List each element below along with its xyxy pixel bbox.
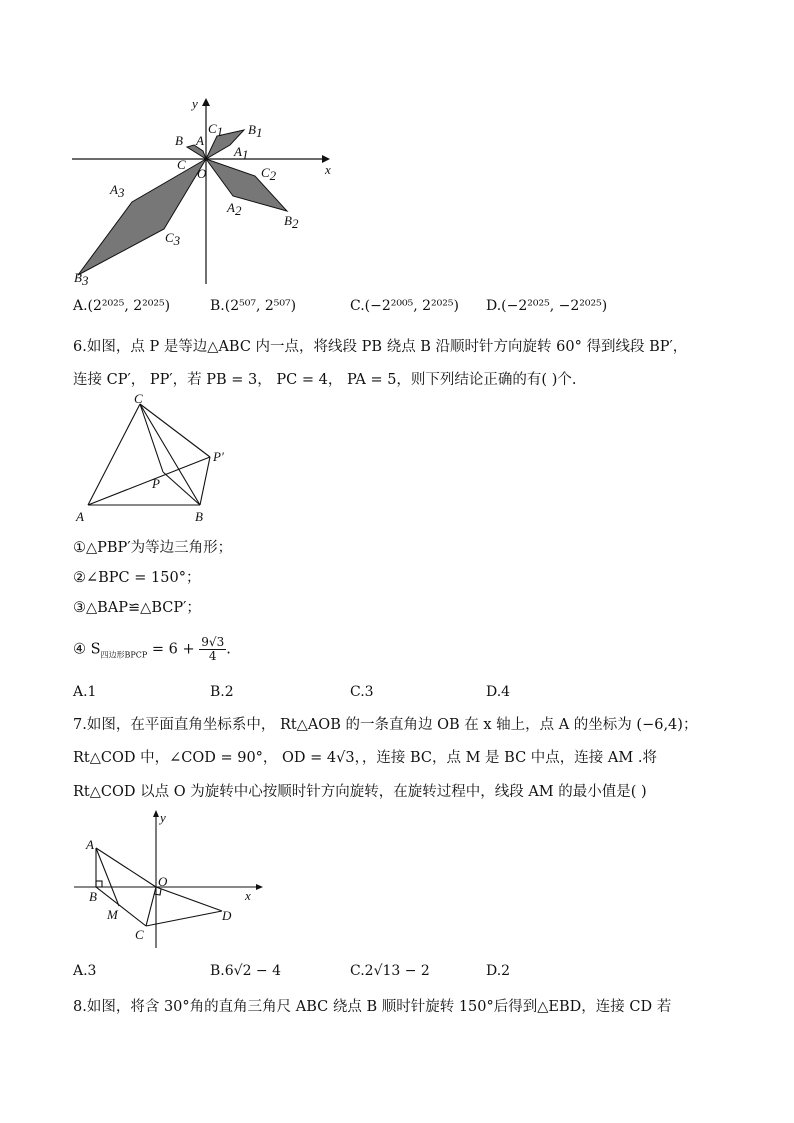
parallelogram-OA2B2C2 xyxy=(206,159,287,211)
q6-option-d[interactable]: D.4 xyxy=(486,684,511,700)
label-A: A xyxy=(86,837,94,852)
label-B: B xyxy=(195,509,203,524)
label-A1: A1 xyxy=(234,144,249,162)
label-O: O xyxy=(197,166,207,181)
label-y: y xyxy=(160,810,166,825)
label-C3: C3 xyxy=(165,230,181,248)
label-y: y xyxy=(192,96,198,111)
label-x: x xyxy=(325,162,331,177)
q6-figure xyxy=(70,390,240,530)
q7-option-b[interactable]: B.6√2 − 4 xyxy=(210,963,282,979)
label-x: x xyxy=(245,888,251,903)
q5-option-c[interactable]: C.(−2²⁰⁰⁵, 2²⁰²⁵) xyxy=(350,298,459,314)
q6-stem-line2: 连接 CP′， PP′，若 PB = 3， PC = 4， PA = 5，则下列结论正确的有( )个. xyxy=(73,372,577,388)
q7-option-c[interactable]: C.2√13 − 2 xyxy=(350,963,430,979)
q7-figure xyxy=(70,808,270,953)
label-B2: B2 xyxy=(284,213,299,231)
q5-option-d[interactable]: D.(−2²⁰²⁵, −2²⁰²⁵) xyxy=(486,298,608,314)
q6-statement-1: ①△PBP′为等边三角形； xyxy=(73,540,233,556)
label-C1: C1 xyxy=(208,121,224,139)
q7-stem-line1: 7.如图，在平面直角坐标系中， Rt△AOB 的一条直角边 OB 在 x 轴上，点 A 的坐标为 (−6,4)； xyxy=(73,717,698,733)
label-A: A xyxy=(76,509,84,524)
label-D: D xyxy=(222,908,232,923)
y-axis-arrow xyxy=(202,98,210,106)
q5-option-a[interactable]: A.(2²⁰²⁵, 2²⁰²⁵) xyxy=(73,298,171,314)
label-C: C xyxy=(135,927,144,942)
label-M: M xyxy=(107,907,118,922)
parallelogram-OA3B3C3 xyxy=(78,159,206,275)
q7-stem-line2: Rt△COD 中，∠COD = 90°， OD = 4√3，，连接 BC，点 M 是 BC 中点，连接 AM .将 xyxy=(73,750,657,766)
label-B: B xyxy=(89,889,97,904)
q6-option-c[interactable]: C.3 xyxy=(350,684,374,700)
label-C: C xyxy=(177,157,186,172)
q6-statement-4: ④ $S_{四边形BPCP} = 6$ + $\frac{9√3}{4}$ . xyxy=(73,635,231,663)
q6-stem-line1: 6.如图，点 P 是等边△ABC 内一点，将线段 PB 绕点 B 沿顺时针方向旋转 60° 得到线段 BP′， xyxy=(73,339,688,355)
label-A2: A2 xyxy=(227,200,242,218)
q6-option-b[interactable]: B.2 xyxy=(210,684,234,700)
label-C: C xyxy=(134,391,143,406)
q7-option-d[interactable]: D.2 xyxy=(486,963,511,979)
q6-fraction: $\frac{9√3}{4}$ xyxy=(201,635,225,663)
q6-option-a[interactable]: A.1 xyxy=(73,684,97,700)
label-B: B xyxy=(175,133,183,148)
label-B1: B1 xyxy=(248,122,263,140)
label-C2: C2 xyxy=(261,165,277,183)
label-A3: A3 xyxy=(110,182,125,200)
label-O: O xyxy=(158,874,168,889)
label-A: A xyxy=(196,133,204,148)
q7-stem-line3: Rt△COD 以点 O 为旋转中心按顺时针方向旋转，在旋转过程中，线段 AM 的最小值是( ) xyxy=(73,784,647,800)
label-P-prime: P′ xyxy=(213,449,224,464)
label-P: P xyxy=(152,476,160,491)
q8-stem-line1: 8.如图，将含 30°角的直角三角尺 ABC 绕点 B 顺时针旋转 150°后得到△EBD，连接 CD 若 xyxy=(73,999,672,1015)
q5-option-b[interactable]: B.(2⁵⁰⁷, 2⁵⁰⁷) xyxy=(210,298,297,314)
q5-figure xyxy=(60,92,340,292)
q7-option-a[interactable]: A.3 xyxy=(73,963,97,979)
q6-statement-2: ②∠BPC = 150°； xyxy=(73,570,201,586)
label-B3: B3 xyxy=(74,270,89,288)
q6-statement-3: ③△BAP≌△BCP′； xyxy=(73,600,201,616)
